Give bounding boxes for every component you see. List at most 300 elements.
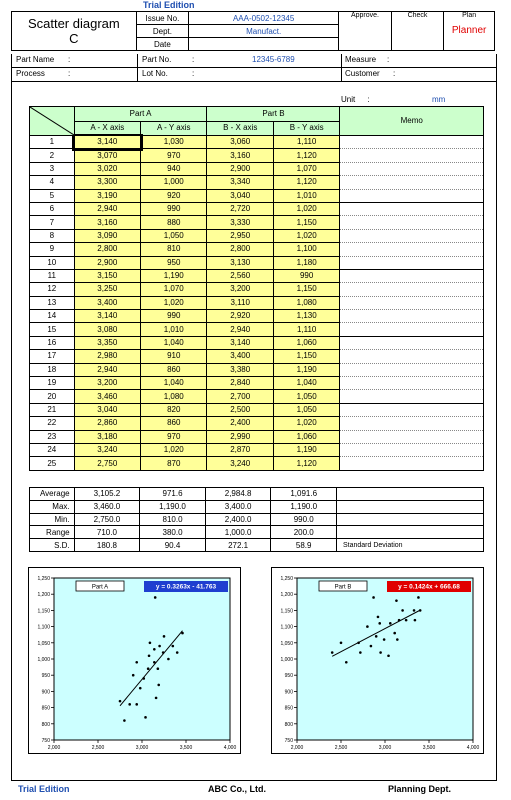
plot-area — [297, 578, 473, 740]
table-row — [30, 296, 484, 309]
cell-b-y[interactable]: 1,060 — [273, 336, 339, 349]
y-tick-label: 800 — [284, 721, 293, 728]
data-point — [162, 651, 165, 654]
cell-b-y[interactable]: 1,190 — [273, 363, 339, 376]
row-number: 18 — [30, 363, 75, 376]
title-line1: Scatter diagram — [27, 16, 120, 31]
cell-a-y[interactable]: 860 — [141, 417, 207, 430]
cell-a-x[interactable]: 3,350 — [74, 336, 140, 349]
stats-bx: 2,400.0 — [205, 513, 271, 526]
data-point — [401, 609, 404, 612]
row-number: 9 — [30, 243, 75, 256]
cell-a-y[interactable]: 910 — [141, 350, 207, 363]
info-block — [11, 54, 497, 81]
cell-a-x[interactable]: 3,180 — [74, 430, 140, 443]
cell-b-x[interactable]: 3,130 — [207, 256, 273, 269]
row-number: 6 — [30, 202, 75, 215]
chart-title: Part B — [334, 584, 352, 591]
table-row — [30, 443, 484, 456]
dept-label: Dept. — [136, 25, 188, 38]
data-table — [29, 106, 484, 471]
stats-ay: 971.6 — [140, 488, 206, 501]
cell-b-x[interactable]: 2,720 — [207, 202, 273, 215]
memo-cell[interactable] — [340, 162, 484, 175]
chart-title: Part A — [91, 584, 109, 591]
cell-a-y[interactable]: 880 — [141, 216, 207, 229]
issue-no-value: AAA-0502-12345 — [189, 12, 339, 25]
data-point — [153, 648, 156, 651]
row-number: 17 — [30, 350, 75, 363]
data-body — [30, 136, 484, 471]
memo-cell[interactable] — [340, 377, 484, 390]
cell-b-y[interactable]: 1,150 — [273, 283, 339, 296]
x-tick-label: 4,000 — [223, 745, 237, 751]
cell-a-y[interactable]: 1,190 — [141, 269, 207, 282]
x-tick-label: 2,000 — [290, 745, 304, 751]
memo-cell[interactable] — [340, 350, 484, 363]
cell-a-y[interactable]: 1,070 — [141, 283, 207, 296]
cell-b-y[interactable]: 1,120 — [273, 176, 339, 189]
table-row — [30, 390, 484, 403]
cell-a-x[interactable]: 2,860 — [74, 417, 140, 430]
memo-cell[interactable] — [340, 243, 484, 256]
stats-table — [29, 487, 484, 552]
memo-cell[interactable] — [340, 269, 484, 282]
memo-cell[interactable] — [340, 136, 484, 149]
cell-b-y[interactable]: 1,190 — [273, 443, 339, 456]
cell-b-x[interactable]: 3,240 — [207, 457, 273, 470]
table-row — [30, 256, 484, 269]
data-point — [340, 642, 343, 645]
y-tick-label: 1,200 — [280, 592, 293, 599]
cell-b-x[interactable]: 2,870 — [207, 443, 273, 456]
cell-a-x[interactable]: 3,040 — [74, 403, 140, 416]
cell-a-x[interactable]: 3,080 — [74, 323, 140, 336]
row-number: 16 — [30, 336, 75, 349]
row-number: 14 — [30, 310, 75, 323]
info-row-1 — [12, 54, 496, 68]
approve-box: Approve. — [339, 12, 392, 51]
stats-by: 58.9 — [271, 539, 337, 552]
data-point — [370, 645, 373, 648]
cell-b-y[interactable]: 1,120 — [273, 457, 339, 470]
cell-a-x[interactable]: 2,750 — [74, 457, 140, 470]
stats-bx: 3,400.0 — [205, 500, 271, 513]
cell-b-y[interactable]: 1,120 — [273, 149, 339, 162]
cell-a-y[interactable]: 1,020 — [141, 443, 207, 456]
memo-cell[interactable] — [340, 229, 484, 242]
cell-b-x[interactable]: 3,200 — [207, 283, 273, 296]
cell-a-y[interactable]: 810 — [141, 243, 207, 256]
table-row — [30, 310, 484, 323]
stats-label: Range — [30, 526, 75, 539]
stats-ax: 2,750.0 — [74, 513, 140, 526]
measure-label: Measure — [345, 55, 377, 64]
date-value — [189, 38, 339, 51]
data-point — [331, 651, 334, 654]
cell-b-x[interactable]: 3,160 — [207, 149, 273, 162]
data-point — [157, 684, 160, 687]
memo-cell[interactable] — [340, 202, 484, 215]
cell-a-y[interactable]: 1,050 — [141, 229, 207, 242]
cell-b-y[interactable]: 1,020 — [273, 229, 339, 242]
data-point — [132, 674, 135, 677]
y-tick-label: 800 — [41, 721, 50, 728]
cell-a-y[interactable]: 1,020 — [141, 296, 207, 309]
row-number: 2 — [30, 149, 75, 162]
cell-a-y[interactable]: 1,000 — [141, 176, 207, 189]
table-row — [30, 377, 484, 390]
process-sep: : — [68, 69, 71, 78]
cell-a-y[interactable]: 1,040 — [141, 377, 207, 390]
cell-a-y[interactable]: 950 — [141, 256, 207, 269]
cell-b-x[interactable]: 3,060 — [207, 136, 273, 149]
part-no-label: Part No. — [142, 55, 172, 64]
row-number: 22 — [30, 417, 75, 430]
cell-a-y[interactable]: 1,040 — [141, 336, 207, 349]
cell-b-y[interactable]: 1,020 — [273, 202, 339, 215]
data-point — [366, 625, 369, 628]
x-tick-label: 3,000 — [135, 745, 149, 751]
y-tick-label: 1,050 — [280, 640, 293, 647]
data-point — [154, 596, 157, 599]
trendline-equation: y = 0.3263x - 41.763 — [155, 583, 217, 591]
customer-label: Customer — [345, 69, 380, 78]
cell-b-x[interactable]: 2,400 — [207, 417, 273, 430]
data-point — [157, 667, 160, 670]
data-point — [345, 661, 348, 664]
table-row — [30, 417, 484, 430]
stats-row — [30, 488, 484, 501]
cell-a-x[interactable]: 3,240 — [74, 443, 140, 456]
table-row — [30, 229, 484, 242]
cell-b-x[interactable]: 3,380 — [207, 363, 273, 376]
cell-a-y[interactable]: 970 — [141, 149, 207, 162]
x-tick-label: 2,000 — [47, 745, 61, 751]
memo-cell[interactable] — [340, 457, 484, 470]
data-point — [135, 703, 138, 706]
stats-bx: 272.1 — [205, 539, 271, 552]
date-label: Date — [136, 38, 188, 51]
cell-a-y[interactable]: 1,010 — [141, 323, 207, 336]
stats-by: 1,190.0 — [271, 500, 337, 513]
data-point — [119, 700, 122, 703]
cell-b-x[interactable]: 2,950 — [207, 229, 273, 242]
info-row-2 — [12, 68, 496, 82]
cell-a-x[interactable]: 3,150 — [74, 269, 140, 282]
data-point — [419, 609, 422, 612]
chart-part-a — [28, 567, 241, 754]
data-point — [378, 622, 381, 625]
y-tick-label: 950 — [284, 673, 293, 680]
stats-memo: Standard Deviation — [337, 539, 484, 552]
cell-b-y[interactable]: 1,050 — [273, 403, 339, 416]
stats-label: Min. — [30, 513, 75, 526]
cell-b-y[interactable]: 1,180 — [273, 256, 339, 269]
cell-a-x[interactable]: 3,160 — [74, 216, 140, 229]
corner-cell — [30, 107, 75, 136]
memo-cell[interactable] — [340, 336, 484, 349]
y-tick-label: 1,200 — [37, 592, 50, 599]
y-tick-label: 850 — [41, 705, 50, 712]
cell-b-x[interactable]: 2,900 — [207, 162, 273, 175]
cell-b-y[interactable]: 1,050 — [273, 390, 339, 403]
memo-cell[interactable] — [340, 176, 484, 189]
cell-a-x[interactable]: 3,070 — [74, 149, 140, 162]
table-row — [30, 149, 484, 162]
doc-title — [12, 12, 137, 51]
cell-a-x[interactable]: 3,400 — [74, 296, 140, 309]
table-row — [30, 136, 484, 149]
memo-cell[interactable] — [340, 149, 484, 162]
data-point — [372, 596, 375, 599]
cell-b-x[interactable]: 2,560 — [207, 269, 273, 282]
data-point — [379, 651, 382, 654]
table-row — [30, 216, 484, 229]
plan-label: Plan — [462, 12, 477, 19]
row-number: 3 — [30, 162, 75, 175]
memo-header: Memo — [340, 107, 484, 136]
y-tick-label: 1,100 — [37, 624, 50, 631]
cell-b-y[interactable]: 1,110 — [273, 136, 339, 149]
cell-b-x[interactable]: 2,940 — [207, 323, 273, 336]
stats-row — [30, 513, 484, 526]
memo-cell[interactable] — [340, 403, 484, 416]
memo-cell[interactable] — [340, 390, 484, 403]
row-number: 4 — [30, 176, 75, 189]
cell-b-x[interactable]: 3,040 — [207, 189, 273, 202]
cell-b-y[interactable]: 1,100 — [273, 243, 339, 256]
lot-no-label: Lot No. — [142, 69, 168, 78]
cell-b-y[interactable]: 1,150 — [273, 350, 339, 363]
cell-a-y[interactable]: 820 — [141, 403, 207, 416]
row-number: 19 — [30, 377, 75, 390]
row-number: 24 — [30, 443, 75, 456]
memo-cell[interactable] — [340, 323, 484, 336]
memo-cell[interactable] — [340, 296, 484, 309]
data-point — [375, 635, 378, 638]
table-row — [30, 283, 484, 296]
data-point — [383, 638, 386, 641]
data-point — [359, 651, 362, 654]
y-tick-label: 1,000 — [280, 657, 293, 663]
cell-a-x[interactable]: 3,140 — [74, 136, 140, 149]
corner-diagonal — [30, 107, 74, 135]
row-number: 15 — [30, 323, 75, 336]
cell-a-y[interactable]: 990 — [141, 202, 207, 215]
data-point — [417, 596, 420, 599]
cell-b-x[interactable]: 2,840 — [207, 377, 273, 390]
plan-box — [444, 12, 495, 51]
cell-a-y[interactable]: 1,080 — [141, 390, 207, 403]
data-point — [396, 638, 399, 641]
cell-a-x[interactable]: 3,460 — [74, 390, 140, 403]
cell-b-y[interactable]: 1,070 — [273, 162, 339, 175]
stats-by: 990.0 — [271, 513, 337, 526]
row-number: 7 — [30, 216, 75, 229]
cell-b-x[interactable]: 2,990 — [207, 430, 273, 443]
row-number: 5 — [30, 189, 75, 202]
cell-a-x[interactable]: 3,200 — [74, 377, 140, 390]
cell-a-x[interactable]: 3,090 — [74, 229, 140, 242]
trendline-equation: y = 0.1424x + 666.68 — [398, 583, 460, 591]
x-tick-label: 2,500 — [91, 745, 105, 751]
data-point — [181, 632, 184, 635]
cell-b-x[interactable]: 3,340 — [207, 176, 273, 189]
data-point — [398, 619, 401, 622]
table-row — [30, 269, 484, 282]
data-point — [135, 661, 138, 664]
y-tick-label: 1,000 — [37, 657, 50, 663]
cell-b-y[interactable]: 1,010 — [273, 189, 339, 202]
data-point — [163, 635, 166, 638]
y-tick-label: 900 — [41, 689, 50, 696]
data-point — [176, 651, 179, 654]
cell-a-x[interactable]: 2,900 — [74, 256, 140, 269]
cell-a-x[interactable]: 3,020 — [74, 162, 140, 175]
memo-cell[interactable] — [340, 417, 484, 430]
data-point — [153, 661, 156, 664]
group-a-header: Part A — [74, 107, 207, 122]
cell-b-x[interactable]: 3,400 — [207, 350, 273, 363]
cell-b-x[interactable]: 2,800 — [207, 243, 273, 256]
cell-a-x[interactable]: 3,300 — [74, 176, 140, 189]
data-point — [149, 642, 152, 645]
unit-label — [341, 95, 370, 104]
table-row — [30, 403, 484, 416]
data-point — [142, 677, 145, 680]
stats-row — [30, 500, 484, 513]
data-point — [377, 616, 380, 619]
y-tick-label: 750 — [41, 738, 50, 744]
cell-b-y[interactable]: 1,040 — [273, 377, 339, 390]
cell-a-y[interactable]: 970 — [141, 430, 207, 443]
cell-a-y[interactable]: 940 — [141, 162, 207, 175]
cell-b-x[interactable]: 2,920 — [207, 310, 273, 323]
cell-b-x[interactable]: 3,110 — [207, 296, 273, 309]
memo-cell[interactable] — [340, 363, 484, 376]
stats-ax: 710.0 — [74, 526, 140, 539]
memo-cell[interactable] — [340, 430, 484, 443]
cell-a-y[interactable]: 860 — [141, 363, 207, 376]
table-row — [30, 350, 484, 363]
stats-ax: 3,105.2 — [74, 488, 140, 501]
chart-part-b — [271, 567, 484, 754]
stats-memo — [337, 526, 484, 539]
cell-a-y[interactable]: 870 — [141, 457, 207, 470]
footer-trial-edition: Trial Edition — [18, 784, 70, 794]
cell-a-x[interactable]: 3,190 — [74, 189, 140, 202]
header-table — [11, 11, 495, 51]
cell-b-y[interactable]: 1,130 — [273, 310, 339, 323]
table-row — [30, 162, 484, 175]
data-point — [387, 654, 390, 657]
data-point — [155, 697, 158, 700]
cell-b-y[interactable]: 1,060 — [273, 430, 339, 443]
cell-b-y[interactable]: 1,150 — [273, 216, 339, 229]
part-name-sep: : — [68, 55, 71, 64]
cell-a-x[interactable]: 3,250 — [74, 283, 140, 296]
lot-no-sep: : — [192, 69, 195, 78]
cell-b-x[interactable]: 3,140 — [207, 336, 273, 349]
stats-label: Average — [30, 488, 75, 501]
row-number: 25 — [30, 457, 75, 470]
cell-b-x[interactable]: 3,330 — [207, 216, 273, 229]
memo-cell[interactable] — [340, 256, 484, 269]
unit-value: mm — [432, 95, 446, 104]
stats-ax: 3,460.0 — [74, 500, 140, 513]
cell-a-y[interactable]: 920 — [141, 189, 207, 202]
row-number: 10 — [30, 256, 75, 269]
cell-b-y[interactable]: 1,020 — [273, 417, 339, 430]
table-row — [30, 202, 484, 215]
unit-label-text: Unit — [341, 95, 356, 104]
row-number: 11 — [30, 269, 75, 282]
y-tick-label: 950 — [41, 673, 50, 680]
data-point — [167, 658, 170, 661]
memo-cell[interactable] — [340, 216, 484, 229]
issue-no-label: Issue No. — [136, 12, 188, 25]
y-tick-label: 900 — [284, 689, 293, 696]
data-point — [144, 716, 147, 719]
data-point — [128, 703, 131, 706]
cell-b-y[interactable]: 990 — [273, 269, 339, 282]
x-tick-label: 3,000 — [378, 745, 392, 751]
memo-cell[interactable] — [340, 283, 484, 296]
stats-label: S.D. — [30, 539, 75, 552]
cell-b-y[interactable]: 1,080 — [273, 296, 339, 309]
memo-cell[interactable] — [340, 443, 484, 456]
cell-a-x[interactable]: 2,940 — [74, 202, 140, 215]
plot-area — [54, 578, 230, 740]
cell-a-x[interactable]: 2,940 — [74, 363, 140, 376]
trial-edition-watermark: Trial Edition — [143, 0, 195, 10]
data-point — [123, 719, 126, 722]
cell-a-x[interactable]: 2,980 — [74, 350, 140, 363]
y-tick-label: 850 — [284, 705, 293, 712]
cell-a-x[interactable]: 3,140 — [74, 310, 140, 323]
data-point — [148, 654, 151, 657]
cell-a-y[interactable]: 990 — [141, 310, 207, 323]
table-row — [30, 457, 484, 470]
cell-b-y[interactable]: 1,110 — [273, 323, 339, 336]
data-point — [414, 619, 417, 622]
row-number: 8 — [30, 229, 75, 242]
stats-ay: 380.0 — [140, 526, 206, 539]
cell-a-y[interactable]: 1,030 — [141, 136, 207, 149]
data-point — [389, 622, 392, 625]
table-row — [30, 363, 484, 376]
y-tick-label: 1,250 — [280, 576, 293, 582]
cell-b-x[interactable]: 2,700 — [207, 390, 273, 403]
stats-row — [30, 539, 484, 552]
customer-sep: : — [393, 69, 396, 78]
table-row — [30, 243, 484, 256]
part-no-value: 12345-6789 — [252, 55, 295, 64]
chart-part-a-svg — [29, 568, 240, 753]
plan-value: Planner — [451, 25, 487, 36]
cell-b-x[interactable]: 2,500 — [207, 403, 273, 416]
memo-cell[interactable] — [340, 189, 484, 202]
col-a-x: A - X axis — [74, 121, 140, 136]
y-tick-label: 1,100 — [280, 624, 293, 631]
row-number: 21 — [30, 403, 75, 416]
cell-a-x[interactable]: 2,800 — [74, 243, 140, 256]
memo-cell[interactable] — [340, 310, 484, 323]
measure-sep: : — [387, 55, 390, 64]
table-row — [30, 336, 484, 349]
y-tick-label: 750 — [284, 738, 293, 744]
